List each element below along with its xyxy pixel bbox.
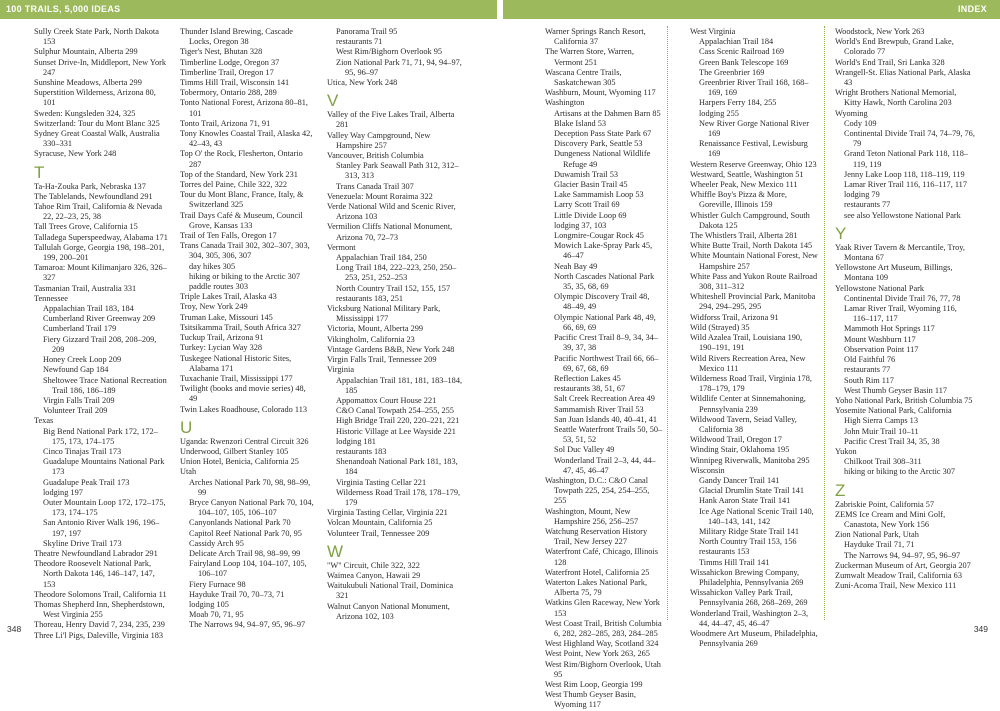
index-entry: Western Reserve Greenway, Ohio 123 xyxy=(690,159,817,169)
index-subentry: North Country Trail 152, 155, 157 xyxy=(336,283,451,293)
index-subentry: Appomattox Court House 221 xyxy=(336,395,437,405)
index-entry: World's End Trail, Sri Lanka 328 xyxy=(835,57,945,67)
index-subentry: Shenandoah National Park 181, 183, 184 xyxy=(336,457,458,477)
index-subentry: Cassidy Arch 95 xyxy=(189,538,244,548)
section-letter: T xyxy=(34,162,45,182)
index-entry: Watchung Reservation History Trail, New Jersey 227 xyxy=(545,526,648,547)
index-subentry: North Cascades National Park 35, 35, 68, 69 xyxy=(554,271,655,292)
index-subentry: San Juan Islands 40, 40–41, 41 xyxy=(554,414,658,424)
index-subentry: Old Faithful 76 xyxy=(844,355,896,365)
index-entry: Tallulah Gorge, Georgia 198, 198–201, 199, 200–201 xyxy=(34,242,165,263)
index-entry: Woodmere Art Museum, Philadelphia, Pennsylvania 269 xyxy=(690,628,818,649)
index-subentry: Chilkoot Trail 308–311 xyxy=(844,457,922,467)
index-entry: Triple Lakes Trail, Alaska 43 xyxy=(180,292,277,302)
index-entry: Vintage Gardens B&B, New York 248 xyxy=(327,344,455,354)
index-subentry: Pacific Crest Trail 8–9, 34, 34–39, 37, 38 xyxy=(554,333,658,353)
index-subentry: restaurants 71 xyxy=(336,37,383,47)
index-entry: Torres del Paine, Chile 322, 322 xyxy=(180,180,288,190)
index-subentry: Blake Island 53 xyxy=(554,118,607,128)
index-entry: Vikingholm, California 23 xyxy=(327,334,415,344)
index-subentry: Fairyland Loop 104, 104–107, 105, 106–107 xyxy=(189,559,307,579)
index-subentry: lodging 181 xyxy=(336,436,376,446)
index-subentry: North Country Trail 153, 156 xyxy=(699,537,797,547)
index-entry: Truman Lake, Missouri 145 xyxy=(180,312,273,322)
index-subentry: Pacific Northwest Trail 66, 66–69, 67, 68, 69 xyxy=(554,353,659,373)
index-subentry: Appalachian Trail 184, 250 xyxy=(336,253,427,263)
index-subentry: Zion National Park 71, 71, 94, 94–97, 95, 96–97 xyxy=(336,57,462,77)
index-subentry: Guadalupe Mountains National Park 173 xyxy=(43,457,165,477)
index-subentry: Lamar River Trail 116, 116–117, 117 xyxy=(844,180,967,190)
index-column-3 xyxy=(327,27,467,622)
index-subentry: Virginia Tasting Cellar 221 xyxy=(336,477,427,487)
index-entry: Utah xyxy=(180,467,197,477)
index-entry: Wheeler Peak, New Mexico 111 xyxy=(690,180,798,190)
index-entry: Theodore Solomons Trail, California 11 xyxy=(34,589,167,599)
index-entry: Trail Days Café & Museum, Council Grove, Kansas 133 xyxy=(180,210,303,230)
index-subentry: Mount Washburn 117 xyxy=(844,334,916,344)
index-subentry: Ice Age National Scenic Trail 140, 140–143, 141, 142 xyxy=(699,506,814,526)
index-subentry: Sammamish River Trail 53 xyxy=(554,404,644,414)
index-column-6 xyxy=(835,27,975,591)
index-subentry: Discovery Park, Seattle 53 xyxy=(554,139,643,149)
index-subentry: hiking or biking to the Arctic 307 xyxy=(189,271,301,281)
index-entry: Tahoe Rim Trail, California & Nevada 22, 22–23, 25, 38 xyxy=(34,202,162,222)
index-entry: Tuckup Trail, Arizona 91 xyxy=(180,333,264,343)
index-subentry: West Thumb Geyser Basin 117 xyxy=(844,385,948,395)
index-entry: Yukon xyxy=(835,446,857,456)
column-divider xyxy=(667,26,668,620)
index-entry: Tuskegee National Historic Sites, Alabama 171 xyxy=(180,353,292,373)
index-subentry: South Rim 117 xyxy=(844,375,894,385)
index-subentry: Hayduke Trail 71, 71 xyxy=(844,540,915,550)
index-subentry: Sheltowee Trace National Recreation Trail 186, 186–189 xyxy=(43,375,167,395)
index-entry: Tasmanian Trail, Australia 331 xyxy=(34,283,137,293)
index-entry: Thunder Island Brewing, Cascade Locks, Oregon 38 xyxy=(180,27,293,47)
index-entry: White Pass and Yukon Route Railroad 308, 311–312 xyxy=(690,271,818,292)
index-entry: Turkey: Lycian Way 328 xyxy=(180,343,263,353)
section-letter: V xyxy=(327,91,339,111)
index-entry: Victoria, Mount, Alberta 299 xyxy=(327,324,424,334)
index-subentry: Longmire-Cougar Rock 45 xyxy=(554,231,644,241)
index-entry: Vancouver, British Columbia xyxy=(327,151,424,161)
index-subentry: Long Trail 184, 222–223, 250, 250–253, 251, 252–253 xyxy=(336,263,457,283)
index-entry: West Rim Loop, Georgia 199 xyxy=(545,680,643,689)
index-subentry: Appalachian Trail 184 xyxy=(699,37,774,47)
index-subentry: Canyonlands National Park 70 xyxy=(189,518,291,528)
index-entry: Theodore Roosevelt National Park, North Dakota 146, 146–147, 147, 153 xyxy=(34,559,155,589)
index-subentry: lodging 37, 103 xyxy=(554,220,607,230)
index-entry: Sweden: Kungsleden 324, 325 xyxy=(34,108,136,118)
index-entry: West Coast Trail, British Columbia 6, 282, 282–285, 283, 284–285 xyxy=(545,618,662,638)
index-entry: Tall Trees Grove, California 15 xyxy=(34,222,138,232)
index-subentry: San Antonio River Walk 196, 196–197, 197 xyxy=(43,518,160,538)
index-subentry: New River Gorge National River 169 xyxy=(699,118,809,139)
index-subentry: Trans Canada Trail 307 xyxy=(336,181,414,191)
index-entry: White Mountain National Forest, New Hampshire 257 xyxy=(690,251,818,271)
index-subentry: Cumberland River Greenway 209 xyxy=(43,314,156,324)
index-entry: Waterfront Hotel, California 25 xyxy=(545,567,650,577)
index-subentry: Moab 70, 71, 95 xyxy=(189,610,244,620)
index-subentry: Mammoth Hot Springs 117 xyxy=(844,324,935,334)
index-column-2 xyxy=(180,27,315,631)
index-subentry: restaurants 38, 51, 67 xyxy=(554,384,626,394)
index-entry: Valley of the Five Lakes Trail, Alberta 281 xyxy=(327,110,455,130)
index-entry: Tobermory, Ontario 288, 289 xyxy=(180,88,277,98)
index-entry: Washington, D.C.: C&O Canal Towpath 225, 254, 254–255, 255 xyxy=(545,475,650,506)
index-subentry: Reflection Lakes 45 xyxy=(554,373,621,383)
index-entry: Whiffle Boy's Pizza & More, Goreville, Illinois 159 xyxy=(690,190,787,210)
index-entry: Wright Brothers National Memorial, Kitty Hawk, North Carolina 203 xyxy=(835,88,957,108)
index-entry: Wilderness Road Trail, Virginia 178, 178–179, 179 xyxy=(690,373,812,394)
index-entry: Watkins Glen Raceway, New York 153 xyxy=(545,598,660,618)
index-subentry: Continental Divide Trail 76, 77, 78 xyxy=(844,293,961,303)
index-subentry: Greenbrier River Trail 168, 168–169, 169 xyxy=(699,78,809,98)
index-subentry: Artisans at the Dahmen Barn 85 xyxy=(554,108,661,118)
index-entry: Tuxachanie Trail, Mississippi 177 xyxy=(180,373,293,383)
index-entry: Wisconsin xyxy=(690,465,725,475)
index-entry: Volunteer Trail, Tennessee 209 xyxy=(327,528,430,538)
index-entry: Valley Way Campground, New Hampshire 257 xyxy=(327,130,431,150)
index-subentry: Renaissance Festival, Lewisburg 169 xyxy=(699,139,808,159)
index-subentry: paddle routes 303 xyxy=(189,282,248,292)
index-subentry: Arches National Park 70, 98, 98–99, 99 xyxy=(189,477,311,497)
index-entry: Thomas Shepherd Inn, Shepherdstown, West Virginia 255 xyxy=(34,599,165,620)
section-letter: Y xyxy=(835,223,847,243)
index-subentry: Cumberland Trail 179 xyxy=(43,324,117,334)
index-entry: Timms Hill Trail, Wisconsin 141 xyxy=(180,78,290,88)
index-entry: Wildwood Trail, Oregon 17 xyxy=(690,435,782,445)
index-subentry: Wilderness Road Trail 178, 178–179, 179 xyxy=(336,487,461,507)
index-subentry: Appalachian Trail 181, 181, 183–184, 185 xyxy=(336,375,463,395)
index-subentry: Timms Hill Trail 141 xyxy=(699,557,770,567)
index-entry: Tonto National Forest, Arizona 80–81, 101 xyxy=(180,98,309,118)
index-subentry: restaurants 183 xyxy=(336,446,387,456)
index-subentry: Fiery Gizzard Trail 208, 208–209, 209 xyxy=(43,334,157,354)
index-subentry: West Rim/Bighorn Overlook 95 xyxy=(336,47,443,57)
index-subentry: Capitol Reef National Park 70, 95 xyxy=(189,528,302,538)
index-subentry: Skyline Drive Trail 173 xyxy=(43,538,122,548)
index-subentry: Delicate Arch Trail 98, 98–99, 99 xyxy=(189,548,301,558)
index-subentry: John Muir Trail 10–11 xyxy=(844,426,919,436)
index-entry: Wild Rivers Recreation Area, New Mexico 111 xyxy=(690,353,806,373)
index-entry: World's End Brewpub, Grand Lake, Colorado 77 xyxy=(835,37,954,57)
right-running-header: INDEX xyxy=(503,0,1000,19)
index-entry: Wyoming xyxy=(835,108,868,118)
index-entry: Waitukubuli National Trail, Dominica 321 xyxy=(327,581,454,601)
index-entry: Verde National Wild and Scenic River, Arizona 103 xyxy=(327,202,456,222)
index-entry: West Rim/Bighorn Overlook, Utah 95 xyxy=(545,659,661,679)
index-subentry: C&O Canal Towpath 254–255, 255 xyxy=(336,406,454,416)
index-subentry: Continental Divide Trail 74, 74–79, 76, 79 xyxy=(844,129,975,149)
index-entry: Wildwood Tavern, Seiad Valley, California 38 xyxy=(690,414,797,434)
index-entry: Zuckerman Museum of Art, Georgia 207 xyxy=(835,560,971,570)
index-subentry: Sol Duc Valley 49 xyxy=(554,445,615,455)
index-subentry: High Bridge Trail 220, 220–221, 221 xyxy=(336,416,460,426)
index-entry: Zabriskie Point, California 57 xyxy=(835,499,935,509)
index-column-5 xyxy=(690,27,818,649)
index-entry: Top of the Standard, New York 231 xyxy=(180,169,298,179)
index-subentry: Duwamish Trail 53 xyxy=(554,169,619,179)
index-entry: Virginia Tasting Cellar, Virginia 221 xyxy=(327,508,448,518)
index-entry: Winding Stair, Oklahoma 195 xyxy=(690,445,790,455)
index-entry: Wildlife Center at Sinnemahoning, Pennsylvania 239 xyxy=(690,394,806,414)
index-entry: Wascana Centre Trails, Saskatchewan 305 xyxy=(545,67,622,88)
index-entry: Underwood, Gilbert Stanley 105 xyxy=(180,446,289,456)
index-subentry: Harpers Ferry 184, 255 xyxy=(699,98,777,108)
index-subentry: Wonderland Trail 2–3, 44, 44–47, 45, 46–47 xyxy=(554,455,656,475)
index-subentry: restaurants 77 xyxy=(844,365,891,375)
index-entry: Waimea Canyon, Hawaii 29 xyxy=(327,570,421,580)
index-entry: Sulphur Mountain, Alberta 299 xyxy=(34,47,138,57)
index-entry: Volcan Mountain, California 25 xyxy=(327,518,433,528)
index-entry: Yellowstone National Park xyxy=(835,283,925,293)
index-subentry: restaurants 153 xyxy=(699,547,750,557)
index-subentry: lodging 79 xyxy=(844,190,880,200)
index-entry: Tiger's Nest, Bhutan 328 xyxy=(180,47,263,57)
index-entry: Washington xyxy=(545,98,585,108)
index-subentry: Green Bank Telescope 169 xyxy=(699,57,789,67)
index-subentry: lodging 255 xyxy=(699,108,739,118)
index-entry: Sully Creek State Park, North Dakota 153 xyxy=(34,27,159,47)
index-entry: Wissahickon Valley Park Trail, Pennsylvania 268, 268–269, 269 xyxy=(690,588,808,608)
index-entry: Whiteshell Provincial Park, Manitoba 294, 294–295, 295 xyxy=(690,292,816,312)
index-subentry: restaurants 183, 251 xyxy=(336,293,404,303)
index-subentry: The Narrows 94, 94–97, 95, 96–97 xyxy=(844,550,961,560)
page-gutter xyxy=(497,0,503,640)
index-entry: White Butte Trail, North Dakota 145 xyxy=(690,241,813,251)
index-subentry: Appalachian Trail 183, 184 xyxy=(43,304,134,314)
index-subentry: Olympic National Park 48, 49, 66, 69, 69 xyxy=(554,312,656,332)
index-subentry: hiking or biking to the Arctic 307 xyxy=(844,467,956,477)
index-entry: Troy, New York 249 xyxy=(180,302,248,312)
index-entry: Timberline Trail, Oregon 17 xyxy=(180,67,274,77)
index-entry: West Highland Way, Scotland 324 xyxy=(545,639,659,649)
left-page-number: 348 xyxy=(7,624,22,634)
index-entry: Sydney Great Coastal Walk, Australia 330–331 xyxy=(34,129,160,149)
index-entry: Walnut Canyon National Monument, Arizona 102, 103 xyxy=(327,601,450,621)
index-entry: Thoreau, Henry David 7, 234, 235, 239 xyxy=(34,620,165,630)
index-subentry: High Sierra Camps 13 xyxy=(844,416,918,426)
left-running-header: 100 TRAILS, 5,000 IDEAS xyxy=(0,0,497,19)
index-entry: Winnipeg Riverwalk, Manitoba 295 xyxy=(690,455,810,465)
index-entry: Vermilion Cliffs National Monument, Arizona 70, 72–73 xyxy=(327,222,453,242)
index-entry: Zumwalt Meadow Trail, California 63 xyxy=(835,570,962,580)
index-subentry: Panorama Trail 95 xyxy=(336,27,398,36)
index-entry: Three Li'l Pigs, Daleville, Virginia 183 xyxy=(34,630,164,640)
index-subentry: Bryce Canyon National Park 70, 104, 104–107, 105, 106–107 xyxy=(189,497,314,518)
index-subentry: Neah Bay 49 xyxy=(554,261,598,271)
index-entry: Virginia xyxy=(327,365,355,375)
index-entry: Warner Springs Ranch Resort, California 37 xyxy=(545,27,646,47)
index-entry: Tamaroa: Mount Kilimanjaro 326, 326–327 xyxy=(34,263,167,283)
index-subentry: Hayduke Trail 70, 70–73, 71 xyxy=(189,589,285,599)
index-entry: Twilight (books and movie series) 48, 49 xyxy=(180,384,306,404)
index-subentry: Glacier Basin Trail 45 xyxy=(554,180,628,190)
index-entry: The Tablelands, Newfoundland 291 xyxy=(34,191,153,201)
index-entry: The Whistlers Trail, Alberta 281 xyxy=(690,231,798,241)
index-entry: Tennessee xyxy=(34,293,68,303)
index-entry: West Thumb Geyser Basin, Wyoming 117 xyxy=(545,690,636,710)
index-entry: Waterfront Café, Chicago, Illinois 128 xyxy=(545,547,658,567)
index-entry: Wonderland Trail, Washington 2–3, 44, 44–47, 45, 46–47 xyxy=(690,608,809,628)
index-subentry: Lamar River Trail, Wyoming 116, 116–117, 117 xyxy=(844,304,957,324)
index-entry: Superstition Wilderness, Arizona 80, 101 xyxy=(34,88,156,108)
index-subentry: Military Ridge State Trail 141 xyxy=(699,526,800,536)
right-page-number: 349 xyxy=(973,624,988,634)
index-entry: Union Hotel, Benicia, California 25 xyxy=(180,457,299,467)
index-entry: The Warren Store, Warren, Vermont 251 xyxy=(545,47,634,67)
index-subentry: Cass Scenic Railroad 169 xyxy=(699,47,785,57)
index-entry: Tsitsikamma Trail, South Africa 327 xyxy=(180,322,301,332)
index-subentry: restaurants 77 xyxy=(844,200,891,210)
column-divider xyxy=(824,26,825,620)
index-subentry: Little Divide Loop 69 xyxy=(554,210,627,220)
index-subentry: Lake Sammamish Loop 53 xyxy=(554,190,644,200)
index-entry: Trans Canada Trail 302, 302–307, 303, 304, 305, 306, 307 xyxy=(180,241,310,261)
index-entry: Vermont xyxy=(327,242,356,252)
index-subentry: The Narrows 94, 94–97, 95, 96–97 xyxy=(189,620,306,630)
index-subentry: Larry Scott Trail 69 xyxy=(554,200,620,210)
index-entry: Twin Lakes Roadhouse, Colorado 113 xyxy=(180,404,308,414)
index-subentry: Historic Village at Lee Wayside 221 xyxy=(336,426,456,436)
index-entry: Woodstock, New York 263 xyxy=(835,27,925,36)
index-subentry: Outer Mountain Loop 172, 172–175, 173, 174–175 xyxy=(43,497,166,518)
index-subentry: Olympic Discovery Trail 48, 48–49, 49 xyxy=(554,292,650,312)
index-entry: Yosemite National Park, California xyxy=(835,406,952,416)
index-entry: Venezuela: Mount Roraima 322 xyxy=(327,191,433,201)
index-column-4 xyxy=(545,27,663,711)
index-entry: Westward, Seattle, Washington 51 xyxy=(690,169,804,179)
index-entry: Theatre Newfoundland Labrador 291 xyxy=(34,548,158,558)
index-subentry: Jenny Lake Loop 118, 118–119, 119 xyxy=(844,169,965,179)
index-subentry: The Greenbrier 169 xyxy=(699,67,765,77)
index-entry: Syracuse, New York 248 xyxy=(34,149,117,159)
index-entry: Tour du Mont Blanc, France, Italy, & Switzerland 325 xyxy=(180,190,304,210)
index-entry: Sunset Drive-In, Middleport, New York 247 xyxy=(34,57,167,77)
index-subentry: lodging 197 xyxy=(43,487,83,497)
index-entry: Timberline Lodge, Oregon 37 xyxy=(180,57,280,67)
index-entry: Wrangell-St. Elias National Park, Alaska 43 xyxy=(835,67,971,88)
index-entry: "W" Circuit, Chile 322, 322 xyxy=(327,560,420,570)
index-entry: Uganda: Rwenzori Central Circuit 326 xyxy=(180,436,309,446)
index-subentry: Salt Creek Recreation Area 49 xyxy=(554,394,655,404)
index-entry: Tonto Trail, Arizona 71, 91 xyxy=(180,118,271,128)
index-subentry: Honey Creek Loop 209 xyxy=(43,355,122,365)
index-subentry: Guadalupe Peak Trail 173 xyxy=(43,477,130,487)
index-subentry: Glacial Drumlin State Trail 141 xyxy=(699,486,805,496)
index-entry: Sunshine Meadows, Alberta 299 xyxy=(34,78,142,88)
index-subentry: day hikes 305 xyxy=(189,261,236,271)
index-entry: Zion National Park, Utah xyxy=(835,530,919,540)
index-entry: West Point, New York 263, 265 xyxy=(545,649,650,659)
index-subentry: Hank Aaron State Trail 141 xyxy=(699,496,791,506)
section-letter: U xyxy=(180,417,193,437)
index-subentry: Gandy Dancer Trail 141 xyxy=(699,475,780,485)
index-entry: Talladega Superspeedway, Alabama 171 xyxy=(34,232,168,242)
index-subentry: lodging 105 xyxy=(189,599,229,609)
index-entry: Trail of Ten Falls, Oregon 17 xyxy=(180,231,277,241)
section-letter: Z xyxy=(835,480,846,500)
index-entry: Washington, Mount, New Hampshire 256, 256–257 xyxy=(545,506,639,526)
index-entry: Utica, New York 248 xyxy=(327,78,398,88)
index-entry: Washburn, Mount, Wyoming 117 xyxy=(545,88,656,98)
index-entry: West Virginia xyxy=(690,27,736,36)
index-entry: Yaak River Tavern & Mercantile, Troy, Montana 67 xyxy=(835,242,965,263)
index-subentry: Dungeness National Wildlife Refuge 49 xyxy=(554,149,651,169)
index-entry: Zuni-Acoma Trail, New Mexico 111 xyxy=(835,581,957,591)
index-entry: Virgin Falls Trail, Tennessee 209 xyxy=(327,355,437,365)
index-entry: Widforss Trail, Arizona 91 xyxy=(690,312,779,322)
index-entry: Waterton Lakes National Park, Alberta 75, 79 xyxy=(545,577,648,598)
section-letter: W xyxy=(327,541,344,561)
index-subentry: Newfound Gap 184 xyxy=(43,365,109,375)
index-entry: Tony Knowles Coastal Trail, Alaska 42, 42–43, 43 xyxy=(180,129,313,149)
index-entry: Wissahickon Brewing Company, Philadelphia, Pennsylvania 269 xyxy=(690,567,804,587)
index-subentry: Pacific Crest Trail 34, 35, 38 xyxy=(844,436,940,446)
index-entry: Top O' the Rock, Flesherton, Ontario 287 xyxy=(180,149,303,169)
index-subentry: Big Bend National Park 172, 172–175, 173, 174–175 xyxy=(43,426,158,446)
index-entry: Whistler Gulch Campground, South Dakota 125 xyxy=(690,210,810,230)
index-column-1 xyxy=(34,27,169,641)
index-entry: Texas xyxy=(34,416,54,426)
index-subentry: Grand Teton National Park 118, 118–119, 119 xyxy=(844,149,969,169)
index-subentry: Observation Point 117 xyxy=(844,344,919,354)
index-subentry: Volunteer Trail 209 xyxy=(43,406,108,416)
index-subentry: Cody 109 xyxy=(844,118,877,128)
index-subentry: Stanley Park Seawall Path 312, 312–313, 313 xyxy=(336,161,459,181)
index-entry: Yoho National Park, British Columbia 75 xyxy=(835,395,973,405)
index-subentry: Fiery Furnace 98 xyxy=(189,579,246,589)
index-entry: ZEMS Ice Cream and Mini Golf, Canastota, New York 156 xyxy=(835,509,946,529)
index-entry: Wild Azalea Trail, Louisiana 190, 190–191, 191 xyxy=(690,333,803,353)
index-entry: Vicksburg National Military Park, Mississippi 177 xyxy=(327,304,441,324)
index-entry: Yellowstone Art Museum, Billings, Montana 109 xyxy=(835,263,953,283)
index-subentry: Mowich Lake-Spray Park 45, 46–47 xyxy=(554,241,653,261)
index-subentry: Virgin Falls Trail 209 xyxy=(43,395,115,405)
index-subentry: Seattle Waterfront Trails 50, 50–53, 51, 52 xyxy=(554,424,663,445)
index-entry: Wild (Strayed) 35 xyxy=(690,322,750,332)
index-subentry: Cinco Tinajas Trail 173 xyxy=(43,446,122,456)
index-entry: Switzerland: Tour du Mont Blanc 325 xyxy=(34,118,160,128)
index-subentry: Deception Pass State Park 67 xyxy=(554,129,652,139)
index-entry: Ta-Ha-Zouka Park, Nebraska 137 xyxy=(34,181,146,191)
index-subentry: see also Yellowstone National Park xyxy=(844,210,961,220)
